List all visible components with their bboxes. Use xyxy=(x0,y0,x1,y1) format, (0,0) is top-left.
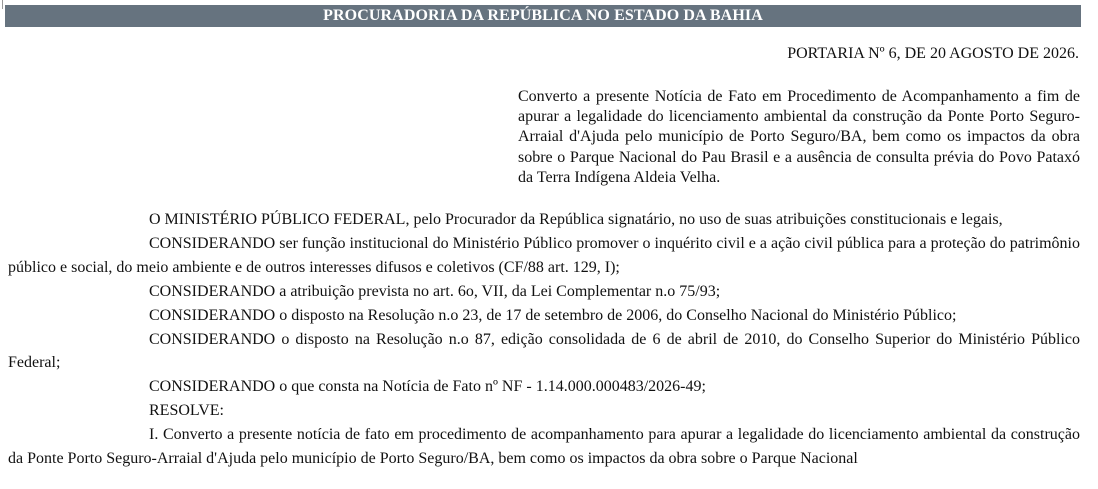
document-body xyxy=(8,208,1080,471)
resolution-item-paragraph: I. Converto a presente notícia de fato em procedimento de acompanhamento para apurar a legalidade do licenciamento ambiental da construção da Ponte Porto Seguro-Arraial d'Ajuda pelo município de Porto Seguro/BA, bem como os impactos da obra sobre o Parque Nacional xyxy=(8,426,1080,468)
considerando-paragraph: CONSIDERANDO a atribuição prevista no art. 6o, VII, da Lei Complementar n.o 75/93; xyxy=(149,282,721,300)
preamble-paragraph: O MINISTÉRIO PÚBLICO FEDERAL, pelo Procurador da República signatário, no uso de suas atribuições constitucionais e legais, xyxy=(149,211,1003,228)
considerando-paragraph: CONSIDERANDO o que consta na Notícia de Fato nº NF - 1.14.000.000483/2026-49; xyxy=(149,378,706,396)
header-banner: PROCURADORIA DA REPÚBLICA NO ESTADO DA BAHIA xyxy=(5,5,1081,27)
considerando-paragraph: CONSIDERANDO o disposto na Resolução n.o 87, edição consolidada de 6 de abril de 2010, do Conselho Superior do Ministério Público Federal; xyxy=(8,330,1080,372)
considerando-paragraph: CONSIDERANDO o disposto na Resolução n.o 23, de 17 de setembro de 2006, do Conselho Nacional do Ministério Público; xyxy=(149,306,957,324)
page-corner-mark xyxy=(2,0,3,9)
portaria-title: PORTARIA Nº 6, DE 20 AGOSTO DE 2026. xyxy=(787,45,1079,62)
resolve-heading: RESOLVE: xyxy=(149,402,224,420)
considerando-paragraph: CONSIDERANDO ser função institucional do Ministério Público promover o inquérito civil e a ação civil pública para a proteção do patrimônio público e social, do meio ambiente e de outros interesses difusos e coletivos (CF/88 art. 129, I); xyxy=(8,234,1080,276)
ementa-summary: Converto a presente Notícia de Fato em Procedimento de Acompanhamento a fim de apurar a legalidade do licenciamento ambiental da construção da Ponte Porto Seguro-Arraial d'Ajuda pelo município de Porto Seguro/BA, bem como os impactos da obra sobre o Parque Nacional do Pau Brasil e a ausência de consulta prévia do Povo Pataxó da Terra Indígena Aldeia Velha. xyxy=(518,88,1080,186)
